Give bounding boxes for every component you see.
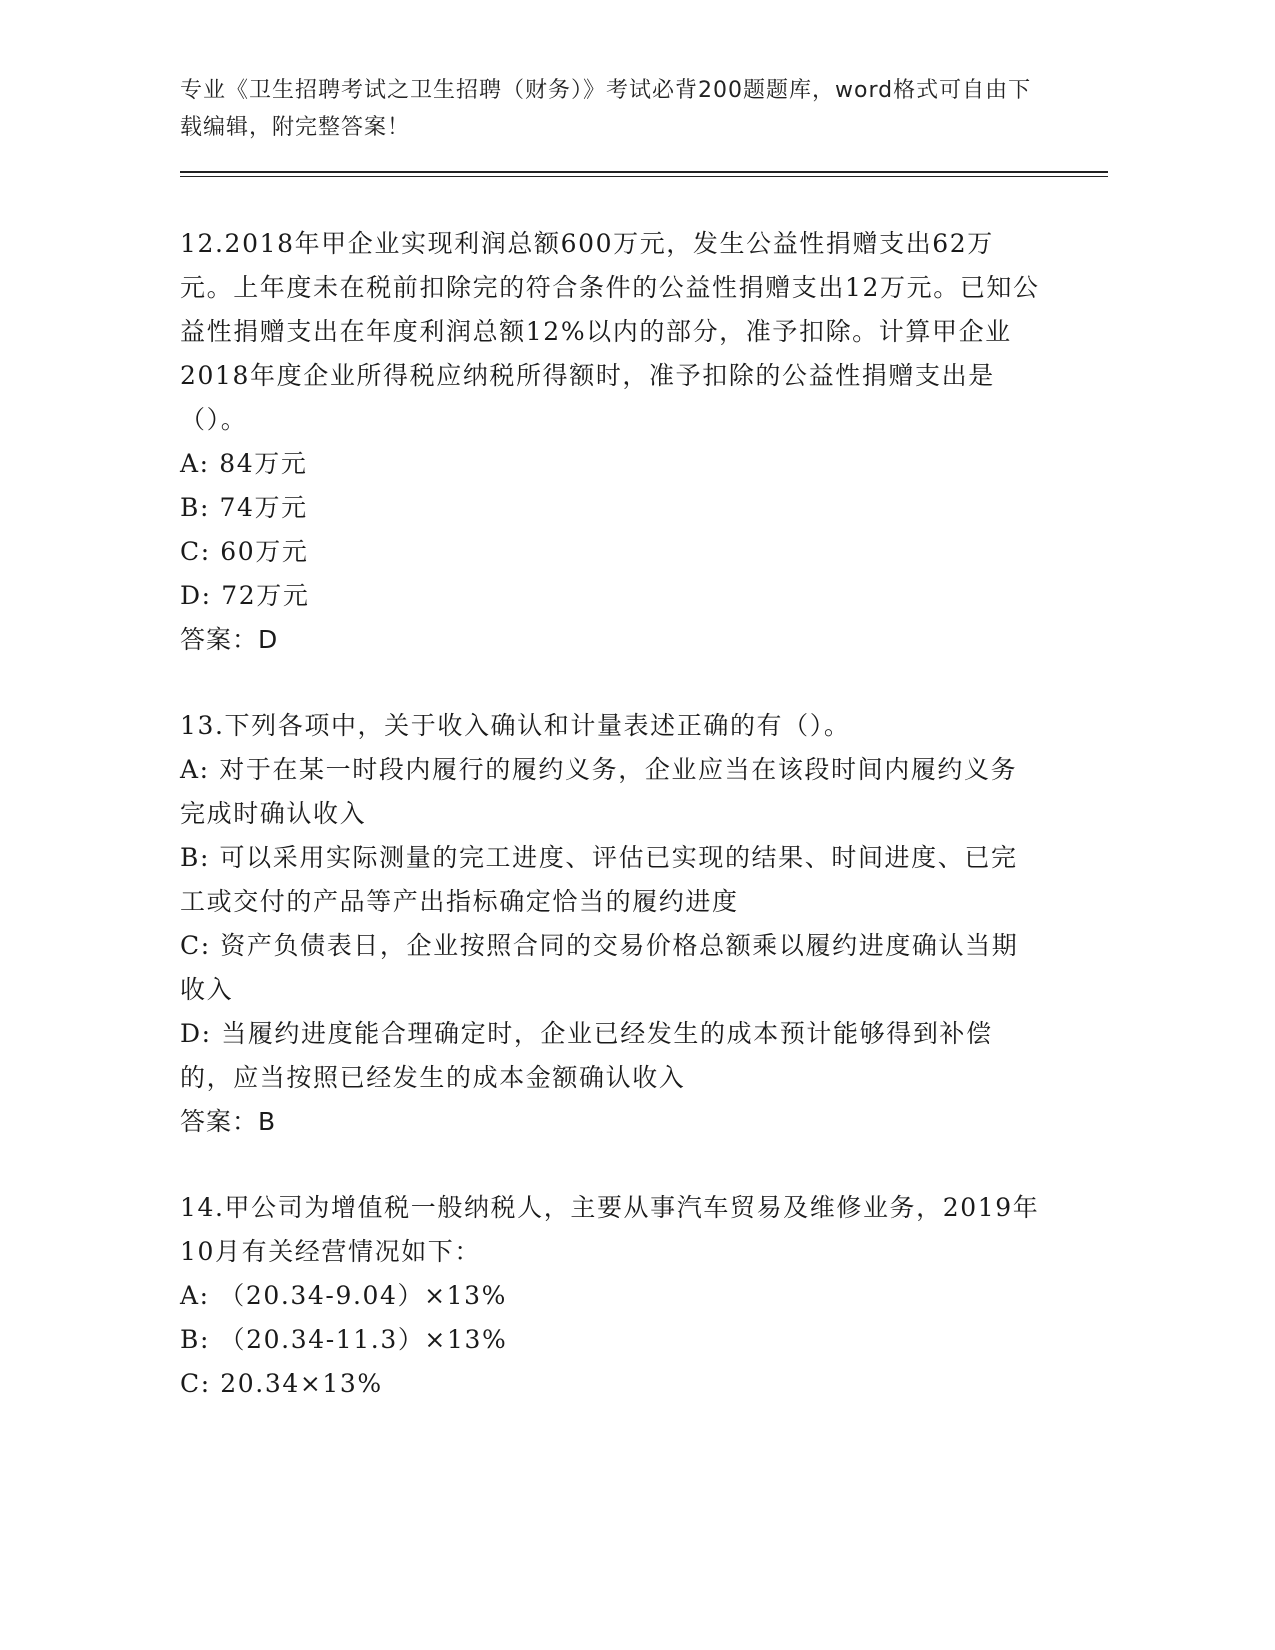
- question-stem: 13.下列各项中，关于收入确认和计量表述正确的有（）。: [180, 711, 851, 740]
- option-d: D: 当履约进度能合理确定时，企业已经发生的成本预计能够得到补偿的，应当按照已经发生的成本金额确认收入: [180, 1019, 993, 1092]
- header-divider-thin: [180, 176, 1108, 177]
- answer-line: 答案：B: [180, 1107, 277, 1136]
- question-list: [180, 222, 1040, 1448]
- document-header: 专业《卫生招聘考试之卫生招聘（财务）》考试必背200题题库，word格式可自由下载编辑，附完整答案！: [180, 78, 1032, 140]
- option-a: A: 84万元: [180, 449, 308, 478]
- option-c: C: 20.34×13%: [180, 1369, 383, 1398]
- option-d: D: 72万元: [180, 581, 310, 610]
- question-13: [180, 704, 1040, 1144]
- answer-line: 答案：D: [180, 625, 279, 654]
- option-a: A: （20.34-9.04）×13%: [180, 1281, 508, 1310]
- option-b: B: （20.34-11.3）×13%: [180, 1325, 508, 1354]
- question-14: [180, 1186, 1040, 1406]
- option-a: A: 对于在某一时段内履行的履约义务，企业应当在该段时间内履约义务完成时确认收入: [180, 755, 1018, 828]
- header-divider-thick: [180, 171, 1108, 173]
- option-b: B: 74万元: [180, 493, 308, 522]
- question-12: [180, 222, 1040, 662]
- option-c: C: 资产负债表日，企业按照合同的交易价格总额乘以履约进度确认当期收入: [180, 931, 1019, 1004]
- option-c: C: 60万元: [180, 537, 309, 566]
- question-stem: 14.甲公司为增值税一般纳税人，主要从事汽车贸易及维修业务，2019年10月有关经营情况如下：: [180, 1193, 1040, 1266]
- question-stem: 12.2018年甲企业实现利润总额600万元，发生公益性捐赠支出62万元。上年度未在税前扣除完的符合条件的公益性捐赠支出12万元。已知公益性捐赠支出在年度利润总额12%以内的部分，准予扣除。计算甲企业2018年度企业所得税应纳税所得额时，准予扣除的公益性捐赠支出是（）。: [180, 229, 1040, 434]
- option-b: B: 可以采用实际测量的完工进度、评估已实现的结果、时间进度、已完工或交付的产品等产出指标确定恰当的履约进度: [180, 843, 1018, 916]
